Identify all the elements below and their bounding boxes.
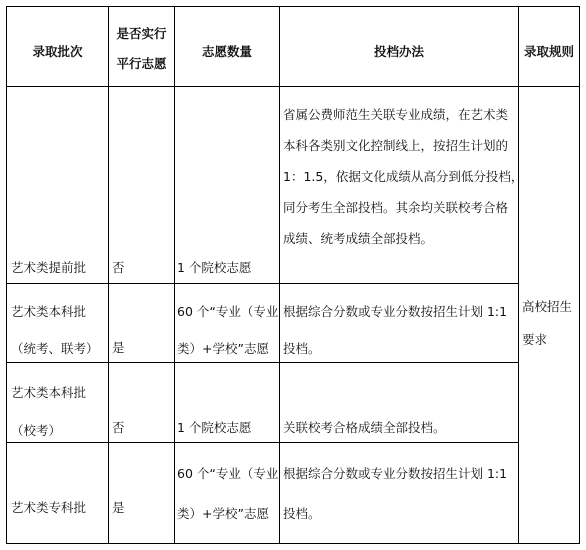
row-1-method-line-3: 1：1.5，依据文化成绩从高分到低分投档， (283, 169, 524, 184)
row-2-count-line-2: 类）+学校”志愿 (177, 341, 269, 356)
table-border-left (6, 6, 7, 544)
rules-line-2: 要求 (522, 332, 548, 347)
row-1-method-line-1: 省属公费师范生关联专业成绩，在艺术类 (283, 107, 509, 122)
row-1-method-line-4: 同分考生全部投档。其余均关联校考合格 (283, 200, 509, 215)
row-2-count-line-1: 60 个“专业（专业 (177, 304, 279, 319)
row-2-count (177, 293, 278, 367)
col-divider-2 (174, 6, 175, 544)
row-2-batch (11, 293, 99, 367)
row-divider-1 (6, 283, 518, 284)
row-2-method-line-1: 根据综合分数或专业分数按招生计划 1:1 (283, 304, 508, 319)
table-border-right (579, 6, 580, 544)
row-4-parallel: 是 (112, 500, 125, 515)
row-1-batch: 艺术类提前批 (11, 260, 87, 275)
row-4-method-line-2: 投档。 (283, 506, 321, 521)
header-parallel (109, 19, 174, 79)
row-2-batch-line-1: 艺术类本科批 (11, 304, 87, 319)
row-4-method-line-1: 根据综合分数或专业分数按招生计划 1:1 (283, 466, 508, 481)
col-divider-3 (279, 6, 280, 544)
col-divider-1 (108, 6, 109, 544)
table-border-bottom (6, 543, 580, 544)
row-2-parallel: 是 (112, 340, 125, 355)
header-parallel-line-1: 是否实行 (116, 26, 167, 41)
table-border-top (6, 6, 580, 7)
row-3-batch (11, 374, 86, 450)
row-4-method (283, 454, 507, 534)
rules-merged-cell (522, 290, 572, 356)
row-3-count: 1 个院校志愿 (177, 420, 252, 435)
row-3-batch-line-1: 艺术类本科批 (11, 385, 87, 400)
row-3-parallel: 否 (112, 420, 125, 435)
row-1-parallel: 否 (112, 260, 125, 275)
header-rules: 录取规则 (523, 44, 574, 59)
col-divider-4 (518, 6, 519, 544)
row-1-method-line-2: 本科各类别文化控制线上，按招生计划的 (283, 138, 509, 153)
row-4-count-line-2: 类）+学校”志愿 (177, 506, 269, 521)
row-2-method (283, 293, 507, 367)
row-2-batch-line-2: （统考、联考） (11, 341, 99, 356)
rules-line-1: 高校招生 (522, 299, 573, 314)
header-divider (6, 86, 580, 87)
header-method: 投档办法 (373, 44, 424, 59)
row-3-batch-line-2: （校考） (11, 423, 62, 438)
row-2-method-line-2: 投档。 (283, 341, 321, 356)
header-batch: 录取批次 (32, 44, 83, 59)
row-1-count: 1 个院校志愿 (177, 260, 252, 275)
row-4-count (177, 454, 278, 534)
row-4-batch: 艺术类专科批 (11, 500, 87, 515)
header-count: 志愿数量 (201, 44, 252, 59)
header-parallel-line-2: 平行志愿 (116, 56, 167, 71)
row-1-method (283, 99, 523, 254)
row-4-count-line-1: 60 个“专业（专业 (177, 466, 279, 481)
admission-table (6, 6, 580, 544)
row-3-method: 关联校考合格成绩全部投档。 (283, 420, 446, 435)
row-1-method-line-5: 成绩、统考成绩全部投档。 (283, 231, 434, 246)
